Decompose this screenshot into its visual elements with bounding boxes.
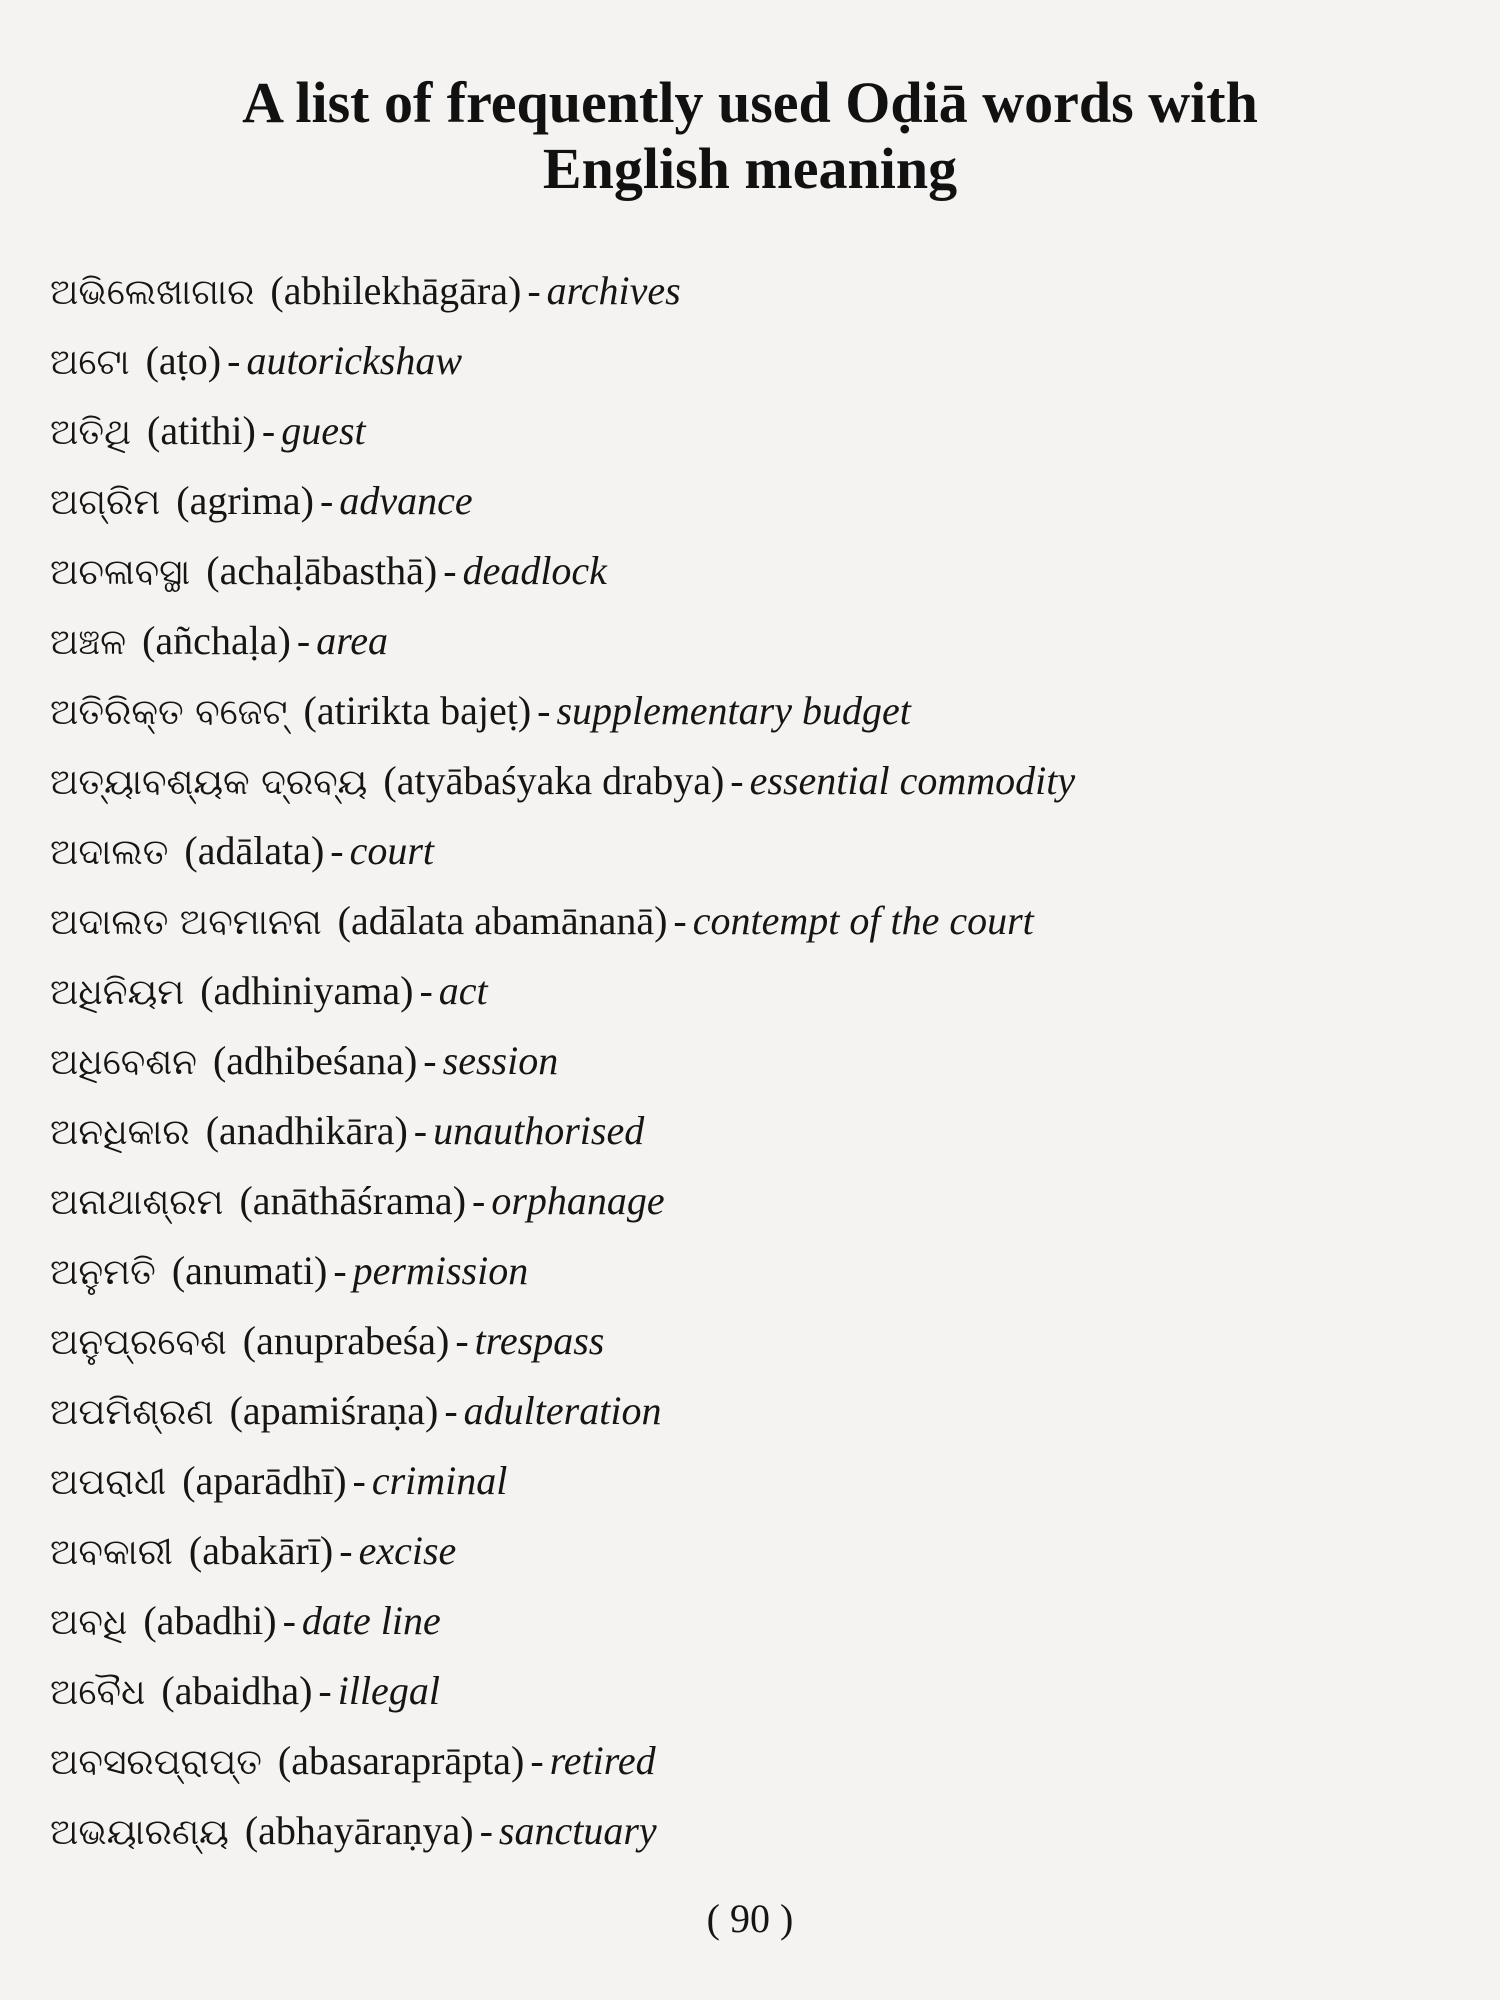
english-meaning: court [349, 828, 435, 873]
title-line-1: A list of frequently used Oḍiā words with [242, 70, 1258, 135]
english-meaning: contempt of the court [692, 898, 1034, 943]
entry-separator: - [261, 408, 276, 453]
odia-word: ଅତ୍ୟାବଶ୍ୟକ ଦ୍ରବ୍ୟ [50, 762, 368, 803]
transliteration: (añchaḷa) [142, 618, 291, 663]
entry-separator: - [423, 1038, 437, 1083]
entry-separator: - [330, 828, 344, 873]
word-entry [50, 1656, 1490, 1726]
english-meaning: archives [546, 268, 681, 313]
odia-word: ଅତିରିକ୍ତ ବଜେଟ୍ [50, 692, 288, 733]
word-entry [50, 1306, 1490, 1376]
english-meaning: deadlock [462, 548, 607, 593]
entry-separator: - [339, 1528, 353, 1573]
english-meaning: supplementary budget [556, 688, 911, 733]
word-entry [50, 956, 1490, 1026]
entry-separator: - [530, 1738, 544, 1783]
entry-separator: - [318, 1668, 332, 1713]
odia-word: ଅବୈଧ [50, 1672, 146, 1713]
word-entry [50, 326, 1490, 396]
transliteration: (agrima) [176, 478, 314, 523]
page-number: ( 90 ) [706, 1896, 794, 1941]
entry-separator: - [472, 1178, 486, 1223]
odia-word: ଅବଧି [50, 1602, 128, 1643]
odia-word: ଅନୁପ୍ରବେଶ [50, 1322, 227, 1363]
word-entry [50, 466, 1490, 536]
english-meaning: permission [352, 1248, 529, 1293]
title-line-2: English meaning [542, 136, 958, 201]
transliteration: (anāthāśrama) [239, 1178, 467, 1223]
english-meaning: retired [549, 1738, 656, 1783]
transliteration: (aṭo) [145, 338, 222, 383]
entry-separator: - [227, 338, 241, 383]
odia-word: ଅଟୋ [50, 342, 130, 383]
word-entry [50, 1726, 1490, 1796]
english-meaning: advance [339, 478, 473, 523]
word-entry [50, 746, 1490, 816]
transliteration: (abaidha) [161, 1668, 313, 1713]
odia-word: ଅଞ୍ଚଳ [50, 622, 127, 663]
transliteration: (adālata abamānanā) [337, 898, 668, 943]
english-meaning: date line [301, 1598, 441, 1643]
english-meaning: illegal [337, 1668, 440, 1713]
odia-word: ଅବସରପ୍ରାପ୍ତ [50, 1742, 262, 1783]
transliteration: (abhayāraṇya) [244, 1808, 474, 1853]
transliteration: (adhibeśana) [212, 1038, 418, 1083]
entry-separator: - [333, 1248, 347, 1293]
english-meaning: sanctuary [498, 1808, 657, 1853]
english-meaning: essential commodity [749, 758, 1076, 803]
odia-word: ଅଦାଲତ [50, 832, 169, 873]
entry-separator: - [443, 548, 457, 593]
english-meaning: adulteration [463, 1388, 662, 1433]
entry-separator: - [419, 968, 433, 1013]
transliteration: (anadhikāra) [205, 1108, 408, 1153]
transliteration: (atyābaśyaka drabya) [383, 758, 725, 803]
transliteration: (abasaraprāpta) [277, 1738, 525, 1783]
word-entry [50, 396, 1490, 466]
odia-word: ଅଧିବେଶନ [50, 1042, 197, 1083]
word-entry [50, 1446, 1490, 1516]
transliteration: (abakārī) [188, 1528, 334, 1573]
odia-word: ଅଦାଲତ ଅବମାନନା [50, 902, 322, 943]
word-entry [50, 1376, 1490, 1446]
word-entry [50, 1236, 1490, 1306]
word-entry [50, 676, 1490, 746]
english-meaning: session [442, 1038, 559, 1083]
word-list [50, 256, 1490, 1866]
odia-word: ଅଭିଲେଖାଗାର [50, 272, 255, 313]
entry-separator: - [413, 1108, 428, 1153]
word-entry [50, 1796, 1490, 1866]
odia-word: ଅନାଥାଶ୍ରମ [50, 1182, 224, 1223]
english-meaning: excise [358, 1528, 457, 1573]
odia-word: ଅବକାରୀ [50, 1532, 173, 1573]
odia-word: ଅଭୟାରଣ୍ୟ [50, 1812, 229, 1853]
word-entry [50, 256, 1490, 326]
transliteration: (atirikta bajeṭ) [303, 688, 532, 733]
transliteration: (abadhi) [143, 1598, 277, 1643]
english-meaning: act [438, 968, 488, 1013]
entry-separator: - [444, 1388, 458, 1433]
word-entry [50, 536, 1490, 606]
entry-separator: - [673, 898, 687, 943]
transliteration: (achaḷābasthā) [206, 548, 438, 593]
transliteration: (anuprabeśa) [242, 1318, 450, 1363]
english-meaning: guest [281, 408, 366, 453]
page-title [0, 70, 1500, 202]
entry-separator: - [455, 1318, 469, 1363]
entry-separator: - [527, 268, 541, 313]
english-meaning: autorickshaw [246, 338, 462, 383]
odia-word: ଅନୁମତି [50, 1252, 156, 1293]
word-entry [50, 1026, 1490, 1096]
word-entry [50, 886, 1490, 956]
odia-word: ଅଗ୍ରିମ [50, 482, 161, 523]
word-entry [50, 1166, 1490, 1236]
odia-word: ଅତିଥି [50, 412, 132, 453]
english-meaning: orphanage [491, 1178, 665, 1223]
odia-word: ଅଧିନିୟମ [50, 972, 185, 1013]
odia-word: ଅନଧିକାର [50, 1112, 190, 1153]
transliteration: (aparādhī) [182, 1458, 347, 1503]
odia-word: ଅଚଳାବସ୍ଥା [50, 552, 191, 593]
word-entry [50, 606, 1490, 676]
word-entry [50, 1516, 1490, 1586]
entry-separator: - [319, 478, 334, 523]
entry-separator: - [730, 758, 744, 803]
transliteration: (adhiniyama) [200, 968, 414, 1013]
entry-separator: - [537, 688, 551, 733]
english-meaning: criminal [371, 1458, 508, 1503]
entry-separator: - [296, 618, 311, 663]
odia-word: ଅପମିଶ୍ରଣ [50, 1392, 214, 1433]
word-entry [50, 816, 1490, 886]
transliteration: (atithi) [147, 408, 256, 453]
transliteration: (abhilekhāgāra) [270, 268, 522, 313]
english-meaning: trespass [474, 1318, 605, 1363]
entry-separator: - [282, 1598, 296, 1643]
english-meaning: unauthorised [433, 1108, 645, 1153]
word-entry [50, 1096, 1490, 1166]
entry-separator: - [352, 1458, 366, 1503]
entry-separator: - [479, 1808, 493, 1853]
odia-word: ଅପରାଧୀ [50, 1462, 167, 1503]
transliteration: (apamiśraṇa) [229, 1388, 439, 1433]
transliteration: (adālata) [184, 828, 325, 873]
word-entry [50, 1586, 1490, 1656]
english-meaning: area [316, 618, 389, 663]
transliteration: (anumati) [171, 1248, 328, 1293]
